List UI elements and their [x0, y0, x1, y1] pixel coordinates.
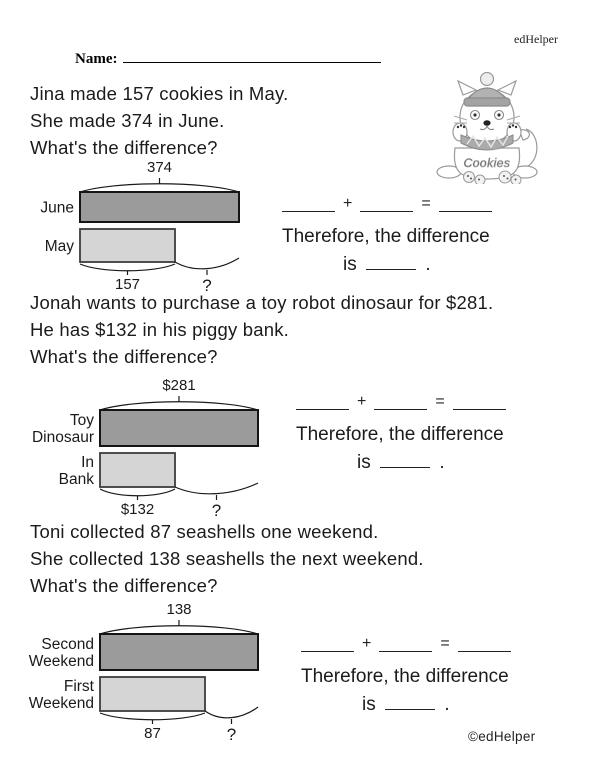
equation-2-addend-2-blank[interactable]	[374, 393, 427, 410]
cookie-jar-label: Cookies	[463, 156, 511, 170]
equation-3-sum-blank[interactable]	[458, 635, 511, 652]
svg-text:First: First	[63, 678, 94, 695]
svg-text:374: 374	[146, 159, 173, 176]
equation-1-sum-blank[interactable]	[439, 195, 492, 212]
svg-text:June: June	[40, 199, 74, 217]
plus-sign: +	[343, 195, 353, 212]
svg-text:?: ?	[211, 501, 222, 520]
name-label: Name:	[75, 51, 118, 67]
problem-1-text	[30, 80, 288, 161]
period-2: .	[439, 452, 445, 473]
brand-bottom-copyright: ©edHelper	[468, 729, 536, 744]
problem-2-line-3: What's the difference?	[30, 346, 218, 367]
problem-2-line-1: Jonah wants to purchase a toy robot dinosaur for $281.	[30, 292, 494, 313]
svg-text:157: 157	[114, 276, 141, 293]
bar-model-seashells	[10, 600, 280, 753]
name-input-line[interactable]	[123, 50, 381, 63]
brand-top-logo: edHelper	[514, 32, 558, 46]
therefore-text-2: Therefore, the difference	[296, 424, 504, 445]
plus-sign: +	[362, 635, 372, 652]
is-label-1: is	[343, 254, 357, 275]
svg-text:87: 87	[144, 725, 161, 742]
equation-2-addend-1-blank[interactable]	[296, 393, 349, 410]
svg-text:May: May	[44, 238, 74, 255]
equals-sign: =	[435, 393, 445, 410]
svg-text:?: ?	[202, 276, 212, 295]
equation-3	[301, 635, 511, 652]
equals-sign: =	[440, 635, 450, 652]
therefore-text-3: Therefore, the difference	[301, 666, 509, 687]
difference-answer-blank-3[interactable]	[385, 695, 435, 710]
is-row-3	[301, 694, 511, 716]
equation-2-sum-blank[interactable]	[453, 393, 506, 410]
problem-3-line-3: What's the difference?	[30, 575, 218, 596]
difference-answer-blank-1[interactable]	[366, 255, 416, 270]
therefore-text-1: Therefore, the difference	[282, 226, 490, 247]
equation-3-addend-1-blank[interactable]	[301, 635, 354, 652]
svg-text:?: ?	[226, 725, 237, 744]
equation-1	[282, 195, 492, 212]
problem-3-line-2: She collected 138 seashells the next weekend.	[30, 548, 424, 569]
name-row	[75, 50, 381, 68]
is-label-2: is	[357, 452, 371, 473]
svg-text:Second: Second	[41, 636, 94, 653]
problem-1-line-3: What's the difference?	[30, 137, 218, 158]
is-label-3: is	[362, 694, 376, 715]
svg-text:$281: $281	[162, 377, 196, 394]
problem-3-text	[30, 518, 424, 599]
equation-3-addend-2-blank[interactable]	[379, 635, 432, 652]
bar-model-dinosaur	[10, 376, 280, 527]
problem-2-text	[30, 289, 493, 370]
period-3: .	[444, 694, 450, 715]
svg-text:Dinosaur: Dinosaur	[31, 429, 94, 446]
equation-1-addend-2-blank[interactable]	[360, 195, 413, 212]
problem-2-line-2: He has $132 in his piggy bank.	[30, 319, 290, 340]
is-row-1	[282, 254, 492, 276]
plus-sign: +	[357, 393, 367, 410]
svg-text:138: 138	[166, 601, 192, 618]
problem-1-line-2: She made 374 in June.	[30, 110, 225, 131]
svg-text:In: In	[81, 454, 94, 471]
bar-model-cookies	[10, 158, 280, 303]
answer-block-3	[301, 635, 511, 716]
svg-text:Weekend: Weekend	[28, 695, 94, 712]
difference-answer-blank-2[interactable]	[380, 453, 430, 468]
svg-text:Bank: Bank	[58, 471, 94, 488]
problem-1-line-1: Jina made 157 cookies in May.	[30, 83, 289, 104]
problem-3-line-1: Toni collected 87 seashells one weekend.	[30, 521, 379, 542]
answer-block-1	[282, 195, 492, 276]
equals-sign: =	[421, 195, 431, 212]
cat-in-cookie-jar-illustration	[427, 72, 547, 184]
period-1: .	[425, 254, 431, 275]
svg-text:Toy: Toy	[69, 412, 94, 429]
is-row-2	[296, 452, 506, 474]
equation-1-addend-1-blank[interactable]	[282, 195, 335, 212]
answer-block-2	[296, 393, 506, 474]
svg-text:Weekend: Weekend	[28, 653, 94, 670]
equation-2	[296, 393, 506, 410]
svg-text:$132: $132	[120, 501, 155, 518]
